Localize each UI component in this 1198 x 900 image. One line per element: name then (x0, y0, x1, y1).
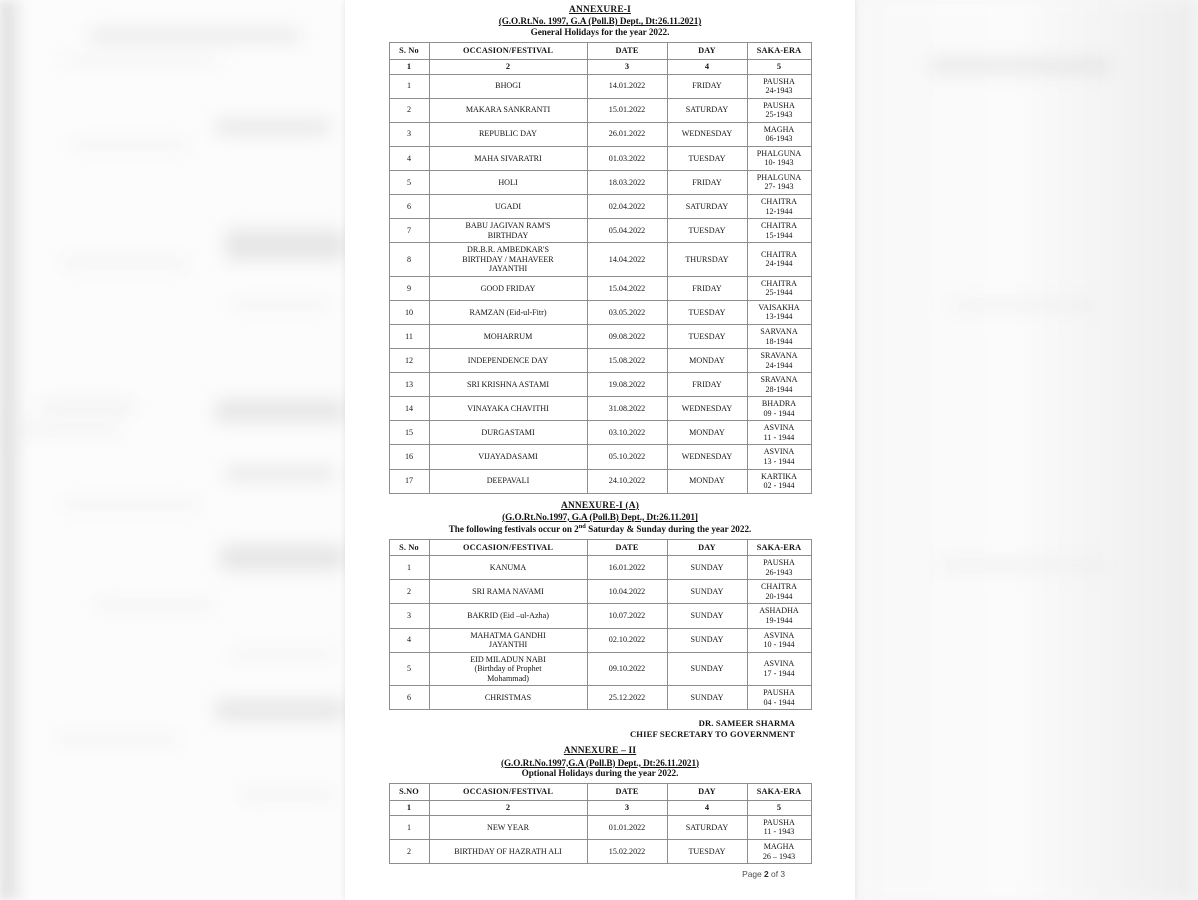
cell-occasion: GOOD FRIDAY (429, 276, 587, 300)
table-row (389, 373, 811, 397)
column-header-saka: SAKA-ERA (747, 784, 811, 801)
cell-sno: 5 (389, 652, 429, 686)
cell-date: 16.01.2022 (587, 556, 667, 580)
table-row (389, 652, 811, 686)
cell-occasion: DURGASTAMI (429, 421, 587, 445)
blur-smear (220, 545, 345, 570)
cell-sno: 16 (389, 445, 429, 469)
cell-day: THURSDAY (667, 243, 747, 277)
column-number: 1 (389, 59, 429, 74)
column-number-row (389, 59, 811, 74)
cell-date: 14.04.2022 (587, 243, 667, 277)
cell-occasion: KANUMA (429, 556, 587, 580)
backdrop-right-edge (858, 0, 1198, 900)
blur-smear (225, 468, 335, 480)
cell-saka: ASHADHA 19-1944 (747, 604, 811, 628)
table-header-row (389, 42, 811, 59)
annexure2-subtitle: Optional Holidays during the year 2022. (521, 768, 679, 779)
cell-saka: SARVANA 18-1944 (747, 324, 811, 348)
cell-sno: 4 (389, 628, 429, 652)
cell-date: 26.01.2022 (587, 122, 667, 146)
table-row (389, 628, 811, 652)
annexure1-title: ANNEXURE-I (569, 5, 631, 15)
cell-saka: MAGHA 06-1943 (747, 122, 811, 146)
annexure1-table-body (389, 74, 811, 493)
table-row (389, 276, 811, 300)
cell-occasion: MOHARRUM (429, 324, 587, 348)
annexure1a-subtitle-part1: The following festivals occur on 2 (448, 523, 579, 534)
cell-sno: 10 (389, 300, 429, 324)
table-row (389, 445, 811, 469)
cell-saka: PAUSHA 24-1943 (747, 74, 811, 98)
cell-occasion: VINAYAKA CHAVITHI (429, 397, 587, 421)
annexure1a-header (357, 501, 843, 535)
cell-day: SUNDAY (667, 604, 747, 628)
cell-sno: 12 (389, 349, 429, 373)
column-number: 1 (389, 801, 429, 816)
column-number: 3 (587, 59, 667, 74)
cell-saka: PAUSHA 11 - 1943 (747, 815, 811, 839)
cell-occasion: MAHATMA GANDHI JAYANTHI (429, 628, 587, 652)
blur-smear (10, 425, 120, 435)
table-row (389, 300, 811, 324)
table-row (389, 170, 811, 194)
cell-day: FRIDAY (667, 74, 747, 98)
table-row (389, 324, 811, 348)
cell-saka: PHALGUNA 10- 1943 (747, 146, 811, 170)
blur-smear (60, 500, 200, 509)
table-row (389, 243, 811, 277)
cell-date: 05.10.2022 (587, 445, 667, 469)
table-row (389, 122, 811, 146)
blur-smear (225, 230, 345, 260)
signatory-name: DR. SAMEER SHARMA (698, 718, 795, 729)
table-row (389, 604, 811, 628)
cell-day: FRIDAY (667, 373, 747, 397)
annexure2-header (357, 746, 843, 779)
cell-occasion: CHRISTMAS (429, 686, 587, 710)
annexure1a-table (389, 539, 812, 711)
annexure1-go-line: (G.O.Rt.No. 1997, G.A (Poll.B) Dept., Dt:26.11.2021) (498, 16, 702, 27)
cell-saka: ASVINA 11 - 1944 (747, 421, 811, 445)
blur-smear (930, 60, 1110, 72)
cell-saka: ASVINA 10 - 1944 (747, 628, 811, 652)
blur-smear (95, 600, 215, 610)
cell-sno: 1 (389, 556, 429, 580)
column-number: 4 (667, 59, 747, 74)
cell-day: WEDNESDAY (667, 445, 747, 469)
cell-day: MONDAY (667, 349, 747, 373)
column-header-occasion: OCCASION/FESTIVAL (429, 42, 587, 59)
column-number-row (389, 801, 811, 816)
cell-day: SUNDAY (667, 652, 747, 686)
cell-saka: CHAITRA 25-1944 (747, 276, 811, 300)
cell-occasion: MAHA SIVARATRI (429, 146, 587, 170)
cell-saka: VAISAKHA 13-1944 (747, 300, 811, 324)
column-header-sno: S.NO (389, 784, 429, 801)
column-header-date: DATE (587, 784, 667, 801)
cell-day: TUESDAY (667, 219, 747, 243)
cell-date: 15.08.2022 (587, 349, 667, 373)
annexure2-title: ANNEXURE – II (563, 746, 637, 757)
signature-block (357, 710, 843, 740)
cell-day: TUESDAY (667, 324, 747, 348)
cell-saka: CHAITRA 24-1944 (747, 243, 811, 277)
blur-smear (940, 560, 1105, 571)
cell-day: WEDNESDAY (667, 397, 747, 421)
column-header-day: DAY (667, 42, 747, 59)
cell-occasion: SRI RAMA NAVAMI (429, 580, 587, 604)
cell-occasion: BABU JAGIVAN RAM'S BIRTHDAY (429, 219, 587, 243)
cell-date: 15.02.2022 (587, 840, 667, 864)
cell-occasion: MAKARA SANKRANTI (429, 98, 587, 122)
column-header-occasion: OCCASION/FESTIVAL (429, 784, 587, 801)
footer-page-number: 2 (764, 869, 769, 880)
cell-day: FRIDAY (667, 276, 747, 300)
table-row (389, 146, 811, 170)
column-number: 3 (587, 801, 667, 816)
table-row (389, 98, 811, 122)
cell-sno: 13 (389, 373, 429, 397)
cell-saka: PAUSHA 04 - 1944 (747, 686, 811, 710)
table-row (389, 194, 811, 218)
cell-day: TUESDAY (667, 300, 747, 324)
table-row (389, 421, 811, 445)
column-number: 2 (429, 801, 587, 816)
column-number: 4 (667, 801, 747, 816)
cell-occasion: EID MILADUN NABI (Birthday of Prophet Mohammad) (429, 652, 587, 686)
cell-day: MONDAY (667, 421, 747, 445)
cell-occasion: SRI KRISHNA ASTAMI (429, 373, 587, 397)
cell-occasion: RAMZAN (Eid-ul-Fitr) (429, 300, 587, 324)
document-page (345, 0, 855, 900)
column-header-date: DATE (587, 42, 667, 59)
table-row (389, 219, 811, 243)
cell-saka: ASVINA 13 - 1944 (747, 445, 811, 469)
column-header-sno: S. No (389, 42, 429, 59)
table-header-row (389, 784, 811, 801)
page-footer (357, 864, 843, 879)
annexure1a-table-body (389, 556, 811, 710)
cell-occasion: NEW YEAR (429, 815, 587, 839)
cell-sno: 9 (389, 276, 429, 300)
cell-sno: 14 (389, 397, 429, 421)
footer-prefix: Page (742, 869, 765, 880)
annexure1a-title: ANNEXURE-I (A) (560, 500, 640, 511)
cell-saka: PHALGUNA 27- 1943 (747, 170, 811, 194)
cell-day: TUESDAY (667, 146, 747, 170)
column-header-day: DAY (667, 539, 747, 556)
cell-saka: ASVINA 17 - 1944 (747, 652, 811, 686)
cell-sno: 2 (389, 840, 429, 864)
cell-sno: 4 (389, 146, 429, 170)
cell-date: 31.08.2022 (587, 397, 667, 421)
column-number: 2 (429, 59, 587, 74)
cell-date: 03.10.2022 (587, 421, 667, 445)
cell-sno: 5 (389, 170, 429, 194)
annexure2-go-line: (G.O.Rt.No.1997,G.A (Poll.B) Dept., Dt:26.11.2021) (500, 757, 700, 768)
cell-occasion: INDEPENDENCE DAY (429, 349, 587, 373)
cell-saka: CHAITRA 15-1944 (747, 219, 811, 243)
cell-day: SATURDAY (667, 815, 747, 839)
cell-day: SUNDAY (667, 580, 747, 604)
cell-saka: SRAVANA 28-1944 (747, 373, 811, 397)
blur-smear (240, 790, 335, 800)
table-row (389, 556, 811, 580)
cell-day: SUNDAY (667, 556, 747, 580)
footer-suffix: of 3 (768, 869, 785, 880)
blur-smear (70, 140, 190, 149)
cell-date: 01.03.2022 (587, 146, 667, 170)
cell-date: 18.03.2022 (587, 170, 667, 194)
cell-day: SUNDAY (667, 686, 747, 710)
cell-date: 19.08.2022 (587, 373, 667, 397)
cell-sno: 8 (389, 243, 429, 277)
blur-smear (215, 400, 345, 422)
cell-date: 24.10.2022 (587, 469, 667, 493)
cell-day: TUESDAY (667, 840, 747, 864)
blur-smear (40, 400, 135, 414)
annexure1-subtitle: General Holidays for the year 2022. (530, 26, 670, 37)
cell-sno: 6 (389, 686, 429, 710)
annexure1a-go-line: (G.O.Rt.No.1997, G.A (Poll.B) Dept., Dt:26.11.201] (502, 511, 698, 522)
cell-day: WEDNESDAY (667, 122, 747, 146)
cell-date: 02.04.2022 (587, 194, 667, 218)
cell-date: 10.04.2022 (587, 580, 667, 604)
blur-smear (230, 300, 330, 309)
blur-smear (60, 56, 220, 64)
column-header-saka: SAKA-ERA (747, 539, 811, 556)
blur-smear (60, 258, 190, 268)
cell-date: 10.07.2022 (587, 604, 667, 628)
cell-sno: 7 (389, 219, 429, 243)
annexure1a-subtitle (357, 523, 843, 535)
table-row (389, 397, 811, 421)
blur-smear (215, 700, 345, 720)
cell-date: 09.08.2022 (587, 324, 667, 348)
cell-date: 15.01.2022 (587, 98, 667, 122)
blur-smear (90, 30, 300, 41)
column-header-sno: S. No (389, 539, 429, 556)
cell-sno: 3 (389, 604, 429, 628)
column-header-occasion: OCCASION/FESTIVAL (429, 539, 587, 556)
column-header-day: DAY (667, 784, 747, 801)
cell-sno: 11 (389, 324, 429, 348)
table-header-row (389, 539, 811, 556)
annexure1a-subtitle-part2: Saturday & Sunday during the year 2022. (585, 523, 752, 534)
table-row (389, 74, 811, 98)
table-row (389, 840, 811, 864)
blur-smear (215, 120, 330, 134)
cell-saka: PAUSHA 25-1943 (747, 98, 811, 122)
cell-occasion: DEEPAVALI (429, 469, 587, 493)
cell-day: FRIDAY (667, 170, 747, 194)
cell-saka: PAUSHA 26-1943 (747, 556, 811, 580)
cell-sno: 1 (389, 74, 429, 98)
cell-sno: 3 (389, 122, 429, 146)
cell-date: 02.10.2022 (587, 628, 667, 652)
table-row (389, 815, 811, 839)
cell-saka: CHAITRA 12-1944 (747, 194, 811, 218)
column-header-saka: SAKA-ERA (747, 42, 811, 59)
cell-occasion: HOLI (429, 170, 587, 194)
cell-sno: 15 (389, 421, 429, 445)
cell-day: SUNDAY (667, 628, 747, 652)
cell-day: MONDAY (667, 469, 747, 493)
cell-occasion: VIJAYADASAMI (429, 445, 587, 469)
cell-date: 15.04.2022 (587, 276, 667, 300)
annexure1a-subtitle-ordinal: nd (578, 522, 586, 530)
cell-sno: 17 (389, 469, 429, 493)
cell-occasion: BHOGI (429, 74, 587, 98)
cell-sno: 1 (389, 815, 429, 839)
blur-smear (950, 300, 1100, 310)
cell-date: 14.01.2022 (587, 74, 667, 98)
cell-date: 25.12.2022 (587, 686, 667, 710)
cell-day: SATURDAY (667, 194, 747, 218)
column-number: 5 (747, 801, 811, 816)
cell-date: 05.04.2022 (587, 219, 667, 243)
cell-saka: MAGHA 26 – 1943 (747, 840, 811, 864)
cell-occasion: REPUBLIC DAY (429, 122, 587, 146)
cell-saka: SRAVANA 24-1944 (747, 349, 811, 373)
cell-occasion: DR.B.R. AMBEDKAR'S BIRTHDAY / MAHAVEER JAYANTHI (429, 243, 587, 277)
annexure2-table-body (389, 815, 811, 863)
cell-saka: BHADRA 09 - 1944 (747, 397, 811, 421)
table-row (389, 349, 811, 373)
cell-occasion: UGADI (429, 194, 587, 218)
cell-saka: KARTIKA 02 - 1944 (747, 469, 811, 493)
cell-occasion: BIRTHDAY OF HAZRATH ALI (429, 840, 587, 864)
cell-date: 03.05.2022 (587, 300, 667, 324)
table-row (389, 580, 811, 604)
column-number: 5 (747, 59, 811, 74)
table-row (389, 686, 811, 710)
blur-smear (230, 650, 335, 659)
cell-date: 09.10.2022 (587, 652, 667, 686)
cell-date: 01.01.2022 (587, 815, 667, 839)
backdrop-left-edge (0, 0, 24, 900)
cell-occasion: BAKRID (Eid –ul-Azha) (429, 604, 587, 628)
blur-smear (55, 735, 180, 744)
cell-sno: 2 (389, 98, 429, 122)
cell-day: SATURDAY (667, 98, 747, 122)
cell-sno: 6 (389, 194, 429, 218)
table-row (389, 469, 811, 493)
annexure2-table (389, 783, 812, 864)
cell-sno: 2 (389, 580, 429, 604)
cell-saka: CHAITRA 20-1944 (747, 580, 811, 604)
column-header-date: DATE (587, 539, 667, 556)
signatory-designation: CHIEF SECRETARY TO GOVERNMENT (629, 729, 795, 740)
annexure1-header (357, 5, 843, 38)
annexure1-table (389, 42, 812, 494)
